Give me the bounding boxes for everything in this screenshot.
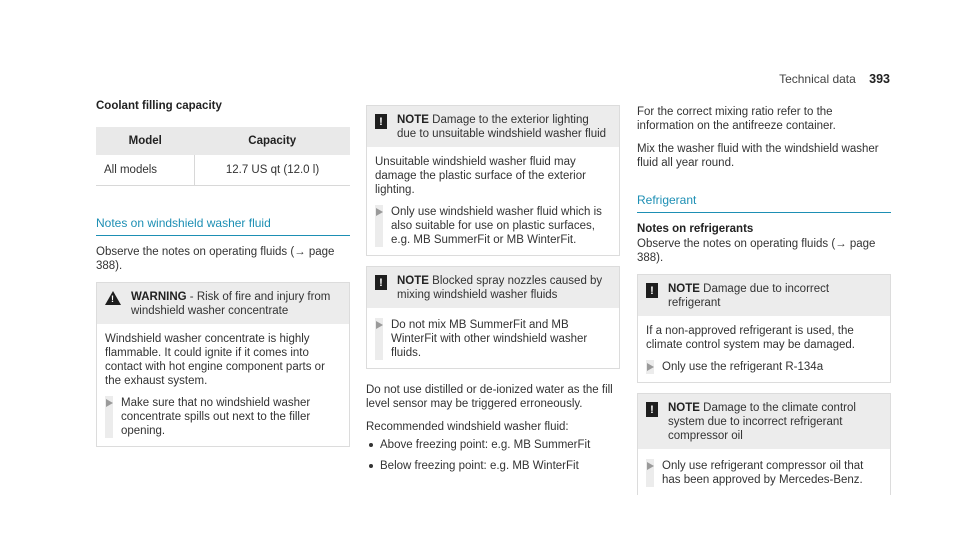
list-item: Below freezing point: e.g. MB WinterFit xyxy=(380,459,620,473)
table-cell-capacity: 12.7 US qt (12.0 l) xyxy=(194,155,350,186)
note-label: NOTE xyxy=(397,114,429,126)
refrigerant-subheading: Notes on refrigerants xyxy=(637,223,754,235)
warning-body: Windshield washer concentrate is highly flammable. It could ignite if it comes into contact with hot engine component parts or the exhaust system. xyxy=(105,333,325,387)
note-icon: ! xyxy=(646,402,658,417)
section-title: Technical data xyxy=(779,72,856,86)
note-step xyxy=(375,318,611,360)
fluid-list xyxy=(366,438,620,473)
note-icon: ! xyxy=(375,114,387,129)
note-box-refrigerant xyxy=(637,274,891,383)
mixing-ratio-text: For the correct mixing ratio refer to the information on the antifreeze container. xyxy=(637,106,836,132)
distilled-water-text: Do not use distilled or de-ionized water as the fill level sensor may be triggered erroneously. xyxy=(366,384,613,410)
note-step xyxy=(646,459,882,487)
table-header-model: Model xyxy=(96,127,194,155)
column-2 xyxy=(366,105,620,480)
note-icon: ! xyxy=(375,275,387,290)
coolant-capacity-table xyxy=(96,127,350,186)
note-box-spray-nozzles xyxy=(366,266,620,369)
warning-title: - Risk of fire and injury from windshield washer concentrate xyxy=(131,291,331,317)
refrigerant-heading: Refrigerant xyxy=(637,193,891,213)
note-label: NOTE xyxy=(668,283,700,295)
page-header xyxy=(779,72,890,86)
note-label: NOTE xyxy=(397,275,429,287)
step-arrow-icon xyxy=(376,321,383,329)
note-step-text: Only use refrigerant compressor oil that has been approved by Mercedes‑Benz. xyxy=(662,460,864,486)
step-arrow-icon xyxy=(647,363,654,371)
warning-label: WARNING xyxy=(131,291,187,303)
note-body: If a non-approved refrigerant is used, the climate control system may be damaged. xyxy=(646,325,856,351)
note-box-compressor-oil xyxy=(637,393,891,495)
column-1 xyxy=(96,99,350,457)
step-arrow-icon xyxy=(376,208,383,216)
warning-triangle-icon: ! xyxy=(105,291,121,305)
column-3 xyxy=(637,105,891,505)
note-step xyxy=(646,360,882,374)
note-title: Damage due to incorrect refrigerant xyxy=(668,283,830,309)
mix-all-year-text: Mix the washer fluid with the windshield washer fluid all year round. xyxy=(637,143,879,169)
note-label: NOTE xyxy=(668,402,700,414)
step-arrow-icon xyxy=(647,462,654,470)
note-step-text: Only use windshield washer fluid which is also suitable for use on plastic surfaces, e.g. MB SummerFit or MB WinterFit. xyxy=(391,206,602,246)
recommended-fluid-text: Recommended windshield washer fluid: xyxy=(366,421,569,433)
warning-header xyxy=(97,283,349,324)
note-icon: ! xyxy=(646,283,658,298)
refrigerant-intro: Observe the notes on operating fluids (→ page 388). xyxy=(637,238,876,264)
table-cell-model: All models xyxy=(96,155,194,186)
page-number: 393 xyxy=(869,72,890,86)
step-arrow-icon xyxy=(106,399,113,407)
warning-step-text: Make sure that no windshield washer concentrate spills out next to the filler opening. xyxy=(121,397,311,437)
note-title: Damage to the climate control system due to incorrect refrigerant compressor oil xyxy=(668,402,856,442)
coolant-title: Coolant filling capacity xyxy=(96,100,222,112)
table-row xyxy=(96,155,350,186)
note-box-exterior-lighting xyxy=(366,105,620,256)
table-header-capacity: Capacity xyxy=(194,127,350,155)
note-step-text: Only use the refrigerant R‑134a xyxy=(662,361,824,373)
note-title: Damage to the exterior lighting due to unsuitable windshield washer fluid xyxy=(397,114,607,140)
list-item: Above freezing point: e.g. MB SummerFit xyxy=(380,438,620,452)
note-body: Unsuitable windshield washer fluid may damage the plastic surface of the exterior lighting. xyxy=(375,156,586,196)
washer-fluid-heading: Notes on windshield washer fluid xyxy=(96,216,350,236)
note-step xyxy=(375,205,611,247)
warning-box xyxy=(96,282,350,447)
warning-step xyxy=(105,396,341,438)
note-step-text: Do not mix MB SummerFit and MB WinterFit with other windshield washer fluids. xyxy=(391,319,588,359)
washer-intro: Observe the notes on operating fluids (→ page 388). xyxy=(96,246,335,272)
note-title: Blocked spray nozzles caused by mixing windshield washer fluids xyxy=(397,275,603,301)
